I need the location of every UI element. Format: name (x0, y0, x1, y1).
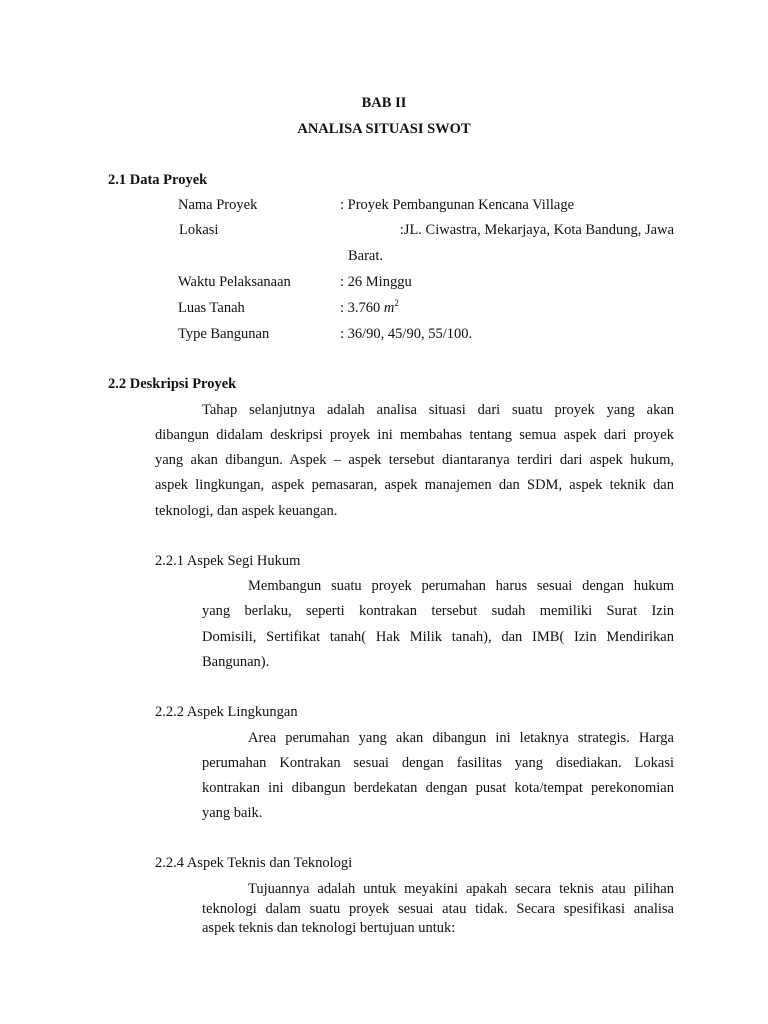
data-label-luas: Luas Tanah (178, 300, 245, 316)
data-label-type: Type Bangunan (178, 326, 270, 342)
lingkungan-line-3-text: kontrakan ini dibangun berdekatan dengan pusat kota/tempat perekonomian (202, 780, 674, 796)
hukum-line-4: Bangunan). (202, 654, 270, 670)
desc-line-3-text: yang akan dibangun. Aspek – aspek tersebut diantaranya terdiri dari aspek hukum, (155, 452, 674, 468)
sub-teknis-heading: 2.2.4 Aspek Teknis dan Teknologi (155, 855, 353, 871)
lingkungan-line-3 (202, 780, 674, 797)
data-label-waktu: Waktu Pelaksanaan (178, 274, 291, 290)
desc-line-4-text: aspek lingkungan, aspek pemasaran, aspek manajemen dan SDM, aspek teknik dan (155, 477, 674, 493)
hukum-line-1-text: Membangun suatu proyek perumahan harus sesuai dengan hukum (248, 578, 674, 594)
desc-line-3 (155, 452, 674, 469)
data-label-nama: Nama Proyek (178, 197, 258, 213)
section-desc-heading: 2.2 Deskripsi Proyek (108, 376, 237, 392)
hukum-line-3 (202, 629, 674, 646)
data-label-lokasi: Lokasi (179, 222, 219, 238)
teknis-line-2 (202, 901, 674, 918)
sub-hukum-heading: 2.2.1 Aspek Segi Hukum (155, 553, 301, 569)
hukum-line-3-text: Domisili, Sertifikat tanah( Hak Milik tanah), dan IMB( Izin Mendirikan (202, 629, 674, 645)
desc-line-2-text: dibangun didalam deskripsi proyek ini membahas tentang semua aspek dari proyek (155, 427, 674, 443)
chapter-heading: ANALISA SITUASI SWOT (297, 121, 471, 137)
luas-unit-sup: 2 (394, 298, 399, 308)
lingkungan-line-1-text: Area perumahan yang akan dibangun ini letaknya strategis. Harga (248, 730, 674, 746)
data-value-nama: : Proyek Pembangunan Kencana Village (340, 197, 575, 213)
teknis-line-3: aspek teknis dan teknologi bertujuan untuk: (202, 920, 456, 936)
desc-line-5: teknologi, dan aspek keuangan. (155, 503, 338, 519)
desc-line-2 (155, 427, 674, 444)
data-value-lokasi-cont: Barat. (348, 248, 384, 264)
section-data-heading: 2.1 Data Proyek (108, 172, 208, 188)
teknis-line-2-text: teknologi dalam suatu proyek sesuai atau tidak. Secara spesifikasi analisa (202, 901, 674, 917)
luas-value-text: : 3.760 (340, 300, 384, 316)
desc-line-1-text: Tahap selanjutnya adalah analisa situasi dari suatu proyek yang akan (202, 402, 674, 418)
data-value-type: : 36/90, 45/90, 55/100. (340, 326, 473, 342)
chapter-title: BAB II (361, 95, 407, 111)
desc-line-1 (202, 402, 674, 419)
hukum-line-2-text: yang berlaku, seperti kontrakan tersebut sudah memiliki Surat Izin (202, 603, 674, 619)
luas-unit: m (383, 300, 395, 316)
hukum-line-2 (202, 603, 674, 620)
data-value-lokasi: :JL. Ciwastra, Mekarjaya, Kota Bandung, Jawa (399, 222, 674, 238)
data-value-waktu: : 26 Minggu (340, 274, 412, 290)
lingkungan-line-1 (248, 730, 674, 747)
lingkungan-line-4: yang baik. (202, 805, 263, 821)
teknis-line-1-text: Tujuannya adalah untuk meyakini apakah secara teknis atau pilihan (248, 881, 674, 897)
hukum-line-1 (248, 578, 674, 595)
desc-line-4 (155, 477, 674, 494)
data-value-luas (340, 300, 399, 317)
teknis-line-1 (248, 881, 674, 898)
lingkungan-line-2-text: perumahan Kontrakan sesuai dengan fasilitas yang disediakan. Lokasi (202, 755, 674, 771)
lingkungan-line-2 (202, 755, 674, 772)
sub-lingkungan-heading: 2.2.2 Aspek Lingkungan (155, 704, 298, 720)
